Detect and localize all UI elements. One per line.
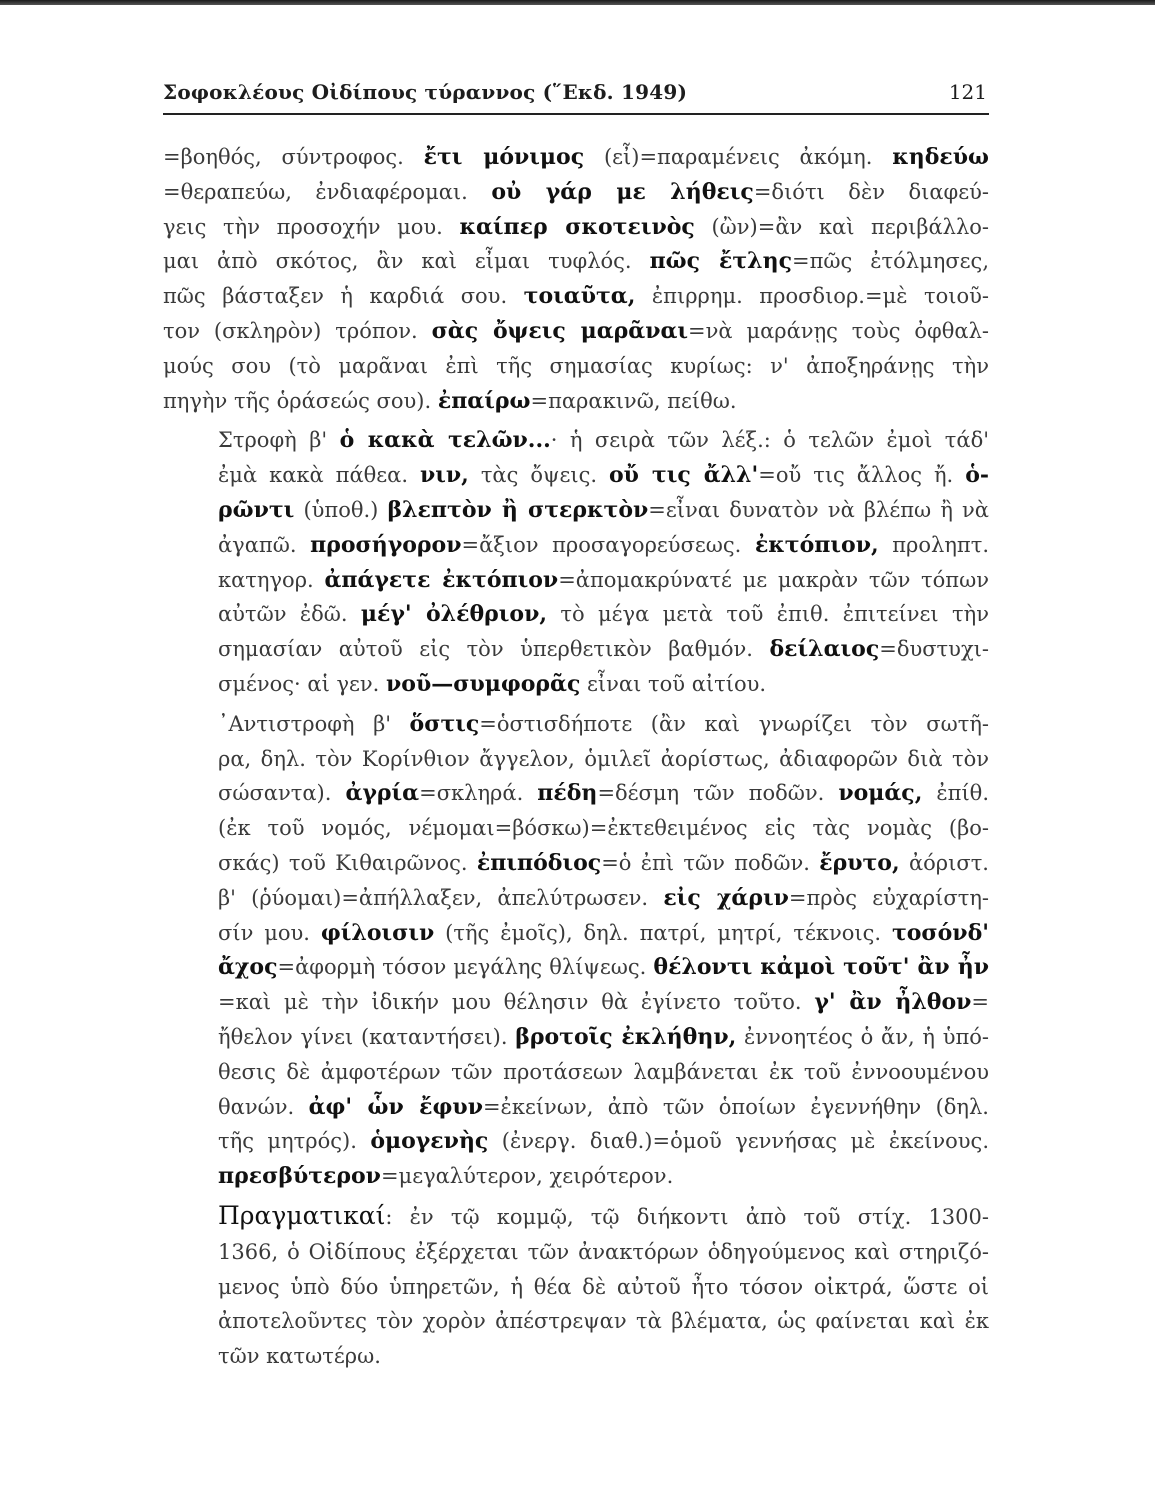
text-run: =ἀπομακρύνατέ με μακρὰν τῶν τόπων: [558, 567, 989, 592]
lemma: τοιαῦτα,: [523, 283, 636, 310]
lemma: ἐπιπόδιος: [476, 849, 602, 876]
text-run: · ἡ σειρὰ τῶν λέξ.: ὁ τελῶν ἐμοὶ τάδ': [550, 428, 990, 453]
text-run: =διότι δὲν διαφεύ-: [753, 179, 989, 204]
text-line: [163, 597, 989, 632]
text-line: [163, 881, 989, 916]
paragraph: [163, 707, 989, 1194]
lemma: ὁμογενὴς: [370, 1128, 489, 1155]
text-run: κατηγορ.: [218, 567, 325, 592]
text-run: =πῶς ἐτόλμησες,: [792, 249, 989, 274]
text-run: =δέσμη τῶν ποδῶν.: [597, 781, 839, 806]
text-run: =ἐκείνων, ἀπὸ τῶν ὁποίων ἐγεννήθην (δηλ.: [482, 1094, 989, 1119]
text-run: θανών.: [218, 1094, 309, 1119]
text-line: [163, 458, 989, 493]
text-run: Στροφὴ β': [218, 428, 340, 453]
lemma: ἄχος: [218, 954, 278, 981]
lemma: οὐ γάρ με λήθεις: [491, 178, 754, 205]
header-title: Σοφοκλέους Οἰδίπους τύραννος (῞Εκδ. 1949): [163, 80, 688, 104]
lemma: εἰς χάριν: [663, 884, 789, 911]
text-line: [163, 1020, 989, 1055]
text-line: [163, 1235, 989, 1270]
text-run: (τῆς ἐμοῖς), δηλ. πατρί, μητρί, τέκνοις.: [434, 920, 892, 945]
text-run: ἀποτελοῦντες τὸν χορὸν ἀπέστρεψαν τὰ βλέματα, ὡς φαίνεται καὶ ἐκ: [218, 1309, 989, 1334]
section-label: Πραγματικαί: [218, 1200, 386, 1230]
text-run: =παρακινῶ, πείθω.: [530, 388, 737, 413]
text-line: [163, 1339, 989, 1374]
lemma: τοσόνδ': [891, 919, 989, 946]
text-run: =ἄξιον προσαγορεύσεως.: [461, 532, 755, 557]
text-line: [163, 563, 989, 598]
lemma: κηδεύω: [892, 144, 989, 170]
text-run: μούς σου (τὸ μαρᾶναι ἐπὶ τῆς σημασίας κυρίως: ν' ἀποξηράνῃς τὴν: [163, 353, 989, 378]
text-run: αὐτῶν ἐδῶ.: [218, 602, 361, 627]
text-run: =πρὸς εὐχαρίστη-: [788, 885, 990, 910]
text-line: [163, 667, 989, 702]
text-run: =ὁ ἐπὶ τῶν ποδῶν.: [601, 850, 820, 875]
text-line: [163, 1199, 989, 1235]
lemma: ἀπάγετε ἐκτόπιον: [324, 566, 559, 593]
text-run: (ὑποθ.): [294, 497, 388, 522]
text-run: σώσαντα).: [218, 781, 346, 806]
lemma: νομάς,: [838, 780, 923, 807]
text-run: εἶναι τοῦ αἰτίου.: [580, 671, 767, 696]
text-run: =ἀφορμὴ τόσον μεγάλης θλίψεως.: [277, 955, 654, 980]
lemma: ἐπαίρω: [437, 387, 531, 414]
text-line: [163, 632, 989, 667]
lemma: καίπερ σκοτεινὸς: [459, 213, 695, 240]
lemma: ἔρυτο,: [819, 849, 900, 876]
lemma: ρῶντι: [218, 496, 295, 523]
text-run: πῶς βάσταξεν ἡ καρδιά σου.: [163, 284, 524, 309]
lemma: φίλοισιν: [320, 919, 435, 946]
text-run: =ὁστισδήποτε (ἂν καὶ γνωρίζει τὸν σωτῆ-: [479, 711, 989, 736]
text-line: [163, 493, 989, 528]
lemma: βροτοῖς ἐκλήθην,: [515, 1023, 737, 1050]
text-line: [163, 916, 989, 951]
text-run: ἐννοητέος ὁ ἄν, ἡ ὑπό-: [736, 1024, 989, 1049]
text-run: σκάς) τοῦ Κιθαιρῶνος.: [218, 850, 477, 875]
text-line: [163, 279, 989, 314]
text-line: [163, 1304, 989, 1339]
text-run: γεις τὴν προσοχήν μου.: [163, 214, 460, 239]
text-run: (ἐνεργ. διαθ.)=ὁμοῦ γεννήσας μὲ ἐκείνους.: [488, 1129, 989, 1154]
text-line: [163, 1270, 989, 1305]
text-run: ᾿Αντιστροφὴ β': [218, 711, 410, 736]
text-line: [163, 140, 989, 175]
text-run: =σκληρά.: [419, 781, 538, 806]
paragraph: [163, 1199, 989, 1374]
lemma: ἀφ' ὧν ἔφυν: [308, 1093, 483, 1120]
text-run: μαι ἀπὸ σκότος, ἂν καὶ εἶμαι τυφλός.: [163, 249, 650, 274]
text-run: =μεγαλύτερον, χειρότερον.: [380, 1164, 674, 1189]
lemma: ἀγρία: [345, 780, 420, 807]
paragraph: [163, 423, 989, 701]
text-run: =βοηθός, σύντροφος.: [163, 145, 424, 169]
text-run: τὸ μέγα μετὰ τοῦ ἐπιθ. ἐπιτείνει τὴν: [547, 602, 989, 627]
lemma: προσήγορον: [310, 531, 462, 558]
text-run: (ὢν)=ἂν καὶ περιβάλλο-: [694, 214, 989, 239]
text-line: [163, 846, 989, 881]
lemma: γ' ἂν ἦλθον: [814, 989, 972, 1016]
text-run: ρα, δηλ. τὸν Κορίνθιον ἄγγελον, ὁμιλεῖ ἀορίστως, ἀδιαφορῶν διὰ τὸν: [218, 746, 989, 771]
text-run: τον (σκληρὸν) τρόπον.: [163, 318, 432, 343]
text-run: ἀόριστ.: [899, 850, 989, 875]
lemma: θέλοντι κἀμοὶ τοῦτ' ἂν ἦν: [653, 954, 989, 981]
text-line: [163, 314, 989, 349]
text-line: [163, 742, 989, 777]
lemma: πῶς ἔτλης: [649, 248, 792, 275]
text-run: (ἐκ τοῦ νομός, νέμομαι=βόσκω)=ἐκτεθειμένος εἰς τὰς νομὰς (βο-: [218, 816, 989, 841]
running-header: [163, 80, 989, 104]
lemma: μέγ' ὀλέθριον,: [360, 601, 548, 628]
commentary-text: [163, 140, 989, 1379]
text-line: [163, 175, 989, 210]
text-run: (εἶ)=παραμένεις ἀκόμη.: [584, 145, 893, 169]
text-run: 1366, ὁ Οἰδίπους ἐξέρχεται τῶν ἀνακτόρων ὁδηγούμενος καὶ στηριζό-: [218, 1239, 989, 1264]
header-rule: [163, 113, 989, 115]
text-line: [163, 950, 989, 985]
text-run: : ἐν τῷ κομμῷ, τῷ διήκοντι ἀπὸ τοῦ στίχ. 1300-: [385, 1204, 989, 1229]
text-run: =δυστυχι-: [879, 637, 989, 662]
text-run: τὰς ὄψεις.: [468, 463, 609, 488]
text-line: [163, 349, 989, 384]
text-line: [163, 244, 989, 279]
text-run: θεσις δὲ ἀμφοτέρων τῶν προτάσεων λαμβάνεται ἐκ τοῦ ἐννοουμένου: [218, 1059, 989, 1084]
text-run: ἐπίθ.: [922, 781, 989, 806]
text-run: μενος ὑπὸ δύο ὑπηρετῶν, ἡ θέα δὲ αὐτοῦ ἦτο τόσον οἰκτρά, ὥστε οἱ: [218, 1274, 989, 1299]
text-run: =οὔ τις ἄλλος ἤ.: [758, 463, 966, 488]
text-line: [163, 811, 989, 846]
text-run: =καὶ μὲ τὴν ἰδικήν μου θέλησιν θὰ ἐγίνετο τοῦτο.: [218, 990, 815, 1015]
text-line: [163, 985, 989, 1020]
text-run: =εἶναι δυνατὸν νὰ βλέπω ἢ νὰ: [648, 497, 989, 522]
text-run: β' (ῥύομαι)=ἀπήλλαξεν, ἀπελύτρωσεν.: [218, 885, 664, 910]
scan-top-edge: [0, 0, 1155, 5]
lemma: πρεσβύτερον: [218, 1163, 381, 1190]
text-line: [163, 1124, 989, 1159]
lemma: νοῦ—συμφορᾶς: [386, 670, 581, 697]
text-line: [163, 776, 989, 811]
text-run: τῆς μητρός).: [218, 1129, 371, 1154]
text-run: ἀγαπῶ.: [218, 532, 311, 557]
paragraph: [163, 140, 989, 418]
lemma: ὅστις: [409, 710, 480, 737]
text-line: [163, 1159, 989, 1194]
lemma: δείλαιος: [769, 636, 880, 663]
text-line: [163, 384, 989, 419]
text-line: [163, 528, 989, 563]
text-line: [163, 423, 989, 458]
text-run: =: [971, 990, 990, 1015]
text-run: τῶν κατωτέρω.: [218, 1344, 381, 1369]
lemma: ἐκτόπιον,: [754, 531, 879, 558]
text-line: [163, 1090, 989, 1125]
lemma: σὰς ὄψεις μαρᾶναι: [431, 317, 689, 344]
page-number: 121: [948, 80, 987, 104]
text-run: ἐμὰ κακὰ πάθεα.: [218, 463, 420, 488]
text-line: [163, 707, 989, 742]
text-run: σημασίαν αὐτοῦ εἰς τὸν ὑπερθετικὸν βαθμόν.: [218, 637, 770, 662]
lemma: πέδη: [537, 780, 598, 807]
text-run: σίν μου.: [218, 920, 321, 945]
text-run: σμένος· αἱ γεν.: [218, 671, 387, 696]
text-run: =νὰ μαράνῃς τοὺς ὀφθαλ-: [688, 318, 989, 343]
lemma: ἔτι μόνιμος: [423, 144, 585, 170]
lemma: νιν,: [420, 462, 469, 489]
lemma: ὁ-: [965, 462, 990, 489]
text-line: [163, 1055, 989, 1090]
lemma: βλεπτὸν ἢ στερκτὸν: [387, 496, 649, 523]
text-run: ἤθελον γίνει (καταντήσει).: [218, 1024, 516, 1049]
text-run: =θεραπεύω, ἐνδιαφέρομαι.: [163, 179, 492, 204]
lemma: ὁ κακὰ τελῶν...: [339, 427, 551, 454]
text-line: [163, 210, 989, 245]
lemma: οὔ τις ἄλλ': [609, 462, 759, 489]
text-run: προληπτ.: [878, 532, 989, 557]
text-run: πηγὴν τῆς ὁράσεώς σου).: [163, 388, 438, 413]
text-run: ἐπιρρημ. προσδιορ.=μὲ τοιοῦ-: [635, 284, 989, 309]
